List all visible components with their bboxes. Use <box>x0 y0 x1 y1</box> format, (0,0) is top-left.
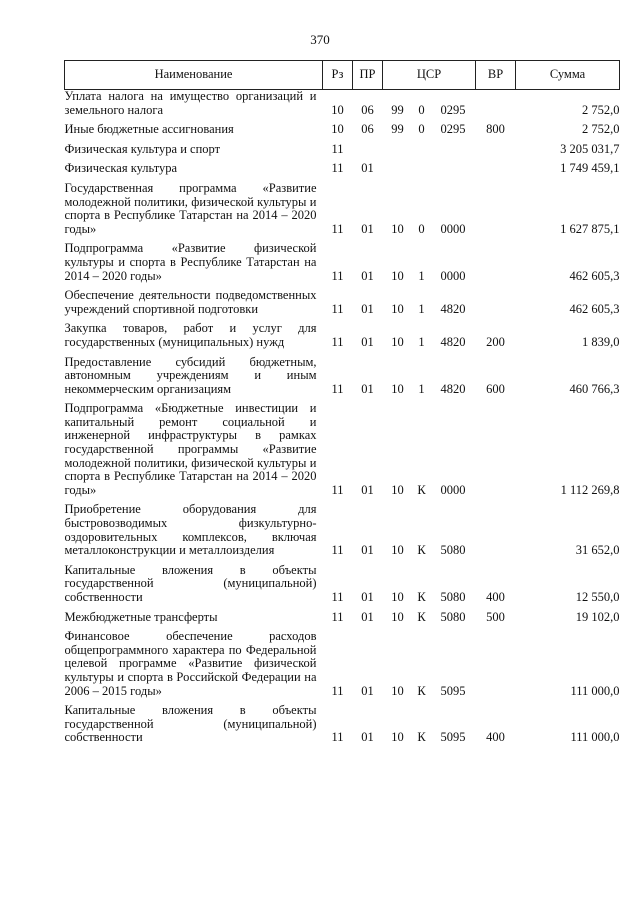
row-csr-direction: 0000 <box>440 221 466 236</box>
row-csr-direction <box>431 137 476 157</box>
table-row <box>65 497 620 557</box>
row-pr: 01 <box>361 609 374 624</box>
row-vr <box>476 137 516 157</box>
row-vr <box>476 283 516 316</box>
row-name: Подпрограмма «Развитие физической культуры и спорта в Республике Татарстан на 2014 – 2020 годы» <box>64 241 317 283</box>
row-csr-program: 10 <box>391 381 404 396</box>
row-sum: 2 752,0 <box>582 122 620 137</box>
row-csr-program: 10 <box>391 482 404 497</box>
row-rz: 11 <box>331 543 344 558</box>
header-pr: ПР <box>353 61 383 90</box>
row-rz: 10 <box>331 102 344 117</box>
row-csr-subprogram <box>413 137 431 157</box>
row-csr-subprogram: 1 <box>418 334 425 349</box>
row-csr-program: 10 <box>391 268 404 283</box>
row-csr-direction: 0000 <box>440 482 466 497</box>
row-csr-subprogram: К <box>417 683 426 698</box>
row-vr <box>476 624 516 698</box>
row-pr: 01 <box>361 482 374 497</box>
row-vr <box>476 497 516 557</box>
row-csr-subprogram: 0 <box>418 102 425 117</box>
row-csr-program: 10 <box>391 221 404 236</box>
row-sum: 460 766,3 <box>569 381 620 396</box>
header-name: Наименование <box>65 61 323 90</box>
header-row <box>65 61 620 90</box>
row-pr: 01 <box>361 221 374 236</box>
row-pr: 01 <box>361 590 374 604</box>
row-name: Физическая культура и спорт <box>64 141 221 156</box>
row-name: Подпрограмма «Бюджетные инвестиции и капитальный ремонт социальной и инженерной инфраструктуры в рамках государственной программы «Развитие молодежной политики, физической культуры и спорта в Республике Татарстан на 2014 – 2020 годы» <box>64 401 317 497</box>
row-csr-direction: 5080 <box>440 590 466 604</box>
row-rz: 11 <box>331 683 344 698</box>
table-row <box>65 316 620 349</box>
row-pr: 01 <box>361 381 374 396</box>
row-csr-direction: 4820 <box>440 301 466 316</box>
table-row <box>65 283 620 316</box>
table-row <box>65 605 620 625</box>
row-csr-subprogram: К <box>417 730 426 745</box>
table-body <box>65 90 620 745</box>
row-vr <box>476 176 516 236</box>
row-sum: 462 605,3 <box>569 301 620 316</box>
row-csr-program: 10 <box>391 683 404 698</box>
row-vr: 400 <box>486 590 505 604</box>
table-row <box>65 396 620 497</box>
row-sum: 111 000,0 <box>570 730 620 745</box>
table-row <box>65 236 620 283</box>
row-csr-direction: 4820 <box>440 334 466 349</box>
row-pr: 01 <box>361 301 374 316</box>
row-csr-subprogram: К <box>417 482 426 497</box>
row-csr-program: 10 <box>391 730 404 745</box>
row-rz: 11 <box>331 268 344 283</box>
row-csr-direction: 0295 <box>440 122 466 137</box>
row-vr: 800 <box>486 122 505 137</box>
row-csr-program: 10 <box>391 609 404 624</box>
row-sum: 3 205 031,7 <box>560 141 620 156</box>
table-row <box>65 698 620 745</box>
row-csr-program: 99 <box>391 122 404 137</box>
table-row <box>65 117 620 137</box>
row-name: Предоставление субсидий бюджетным, автономным учреждениям и иным некоммерческим организациям <box>64 354 317 396</box>
row-name: Государственная программа «Развитие молодежной политики, физической культуры и спорта в Республике Татарстан на 2014 – 2020 годы» <box>64 180 317 236</box>
row-sum: 462 605,3 <box>569 268 620 283</box>
row-name: Иные бюджетные ассигнования <box>64 122 234 137</box>
row-sum: 1 839,0 <box>582 334 620 349</box>
row-csr-subprogram: 1 <box>418 301 425 316</box>
row-csr-subprogram: 0 <box>418 221 425 236</box>
row-csr-subprogram: 1 <box>418 268 425 283</box>
row-csr-direction: 0295 <box>440 102 466 117</box>
row-rz: 11 <box>331 381 344 396</box>
header-rz: Рз <box>323 61 353 90</box>
row-name: Закупка товаров, работ и услуг для государственных (муниципальных) нужд <box>64 321 317 349</box>
table-row <box>65 137 620 157</box>
row-rz: 11 <box>331 609 344 624</box>
row-rz: 11 <box>331 161 344 176</box>
row-rz: 11 <box>331 590 344 604</box>
row-csr-program: 10 <box>391 301 404 316</box>
row-pr: 01 <box>361 268 374 283</box>
row-name: Капитальные вложения в объекты государственной (муниципальной) собственности <box>64 703 317 745</box>
row-sum: 2 752,0 <box>582 102 620 117</box>
row-pr <box>353 137 383 157</box>
header-sum: Сумма <box>516 61 620 90</box>
row-vr: 400 <box>486 730 505 745</box>
row-csr-direction: 0000 <box>440 268 466 283</box>
row-csr-subprogram: К <box>417 590 426 604</box>
row-vr <box>476 156 516 176</box>
row-vr: 200 <box>486 334 505 349</box>
row-csr-subprogram: К <box>417 609 426 624</box>
row-vr <box>476 90 516 118</box>
row-name: Приобретение оборудования для быстровозводимых физкультурно-оздоровительных комплексов, включая металлоконструкции и металлоизделия <box>64 502 317 558</box>
row-sum: 19 102,0 <box>575 609 620 624</box>
table-row <box>65 624 620 698</box>
table-row <box>65 176 620 236</box>
row-name: Финансовое обеспечение расходов общепрограммного характера по Федеральной целевой программе «Развитие физической культуры и спорта в Российской Федерации на 2006 – 2015 годы» <box>64 629 317 698</box>
row-name: Межбюджетные трансферты <box>64 609 218 624</box>
row-csr-subprogram: 0 <box>418 122 425 137</box>
row-sum: 12 550,0 <box>575 590 620 604</box>
row-csr-direction: 5080 <box>440 609 466 624</box>
row-rz: 10 <box>331 122 344 137</box>
row-csr-direction: 4820 <box>440 381 466 396</box>
row-rz: 11 <box>331 334 344 349</box>
row-pr: 06 <box>361 102 374 117</box>
row-csr-subprogram: 1 <box>418 381 425 396</box>
row-pr: 01 <box>361 334 374 349</box>
row-name: Уплата налога на имущество организаций и земельного налога <box>64 89 317 117</box>
row-sum: 1 112 269,8 <box>560 482 620 497</box>
row-csr-program: 10 <box>391 334 404 349</box>
row-name: Обеспечение деятельности подведомственных учреждений спортивной подготовки <box>64 288 317 316</box>
row-pr: 06 <box>361 122 374 137</box>
row-csr-direction: 5095 <box>440 730 466 745</box>
table-row <box>65 350 620 397</box>
row-pr: 01 <box>361 683 374 698</box>
row-csr-program: 10 <box>391 543 404 558</box>
row-name: Физическая культура <box>64 161 178 176</box>
row-csr-program <box>383 137 413 157</box>
row-csr-subprogram: К <box>417 543 426 558</box>
header-csr: ЦСР <box>383 61 476 90</box>
budget-table <box>64 60 620 745</box>
table-row <box>65 558 620 605</box>
row-sum: 1 627 875,1 <box>560 221 620 236</box>
row-pr: 01 <box>361 543 374 558</box>
page-number: 370 <box>310 32 330 47</box>
row-rz: 11 <box>331 482 344 497</box>
table-row <box>65 90 620 118</box>
table-row <box>65 156 620 176</box>
row-vr: 600 <box>486 381 505 396</box>
row-sum: 1 749 459,1 <box>560 161 620 176</box>
row-sum: 31 652,0 <box>575 543 620 558</box>
row-pr: 01 <box>361 730 374 745</box>
row-csr-direction: 5080 <box>440 543 466 558</box>
row-rz: 11 <box>331 141 344 156</box>
row-rz: 11 <box>331 730 344 745</box>
row-csr-program: 10 <box>391 590 404 604</box>
row-rz: 11 <box>331 221 344 236</box>
row-vr <box>476 236 516 283</box>
row-csr-direction <box>431 156 476 176</box>
row-vr: 500 <box>486 609 505 624</box>
row-csr-subprogram <box>413 156 431 176</box>
row-name: Капитальные вложения в объекты государственной (муниципальной) собственности <box>64 562 317 604</box>
row-csr-direction: 5095 <box>440 683 466 698</box>
row-pr: 01 <box>361 161 374 176</box>
row-vr <box>476 396 516 497</box>
header-vr: ВР <box>476 61 516 90</box>
row-rz: 11 <box>331 301 344 316</box>
row-csr-program <box>383 156 413 176</box>
row-sum: 111 000,0 <box>570 683 620 698</box>
row-csr-program: 99 <box>391 102 404 117</box>
